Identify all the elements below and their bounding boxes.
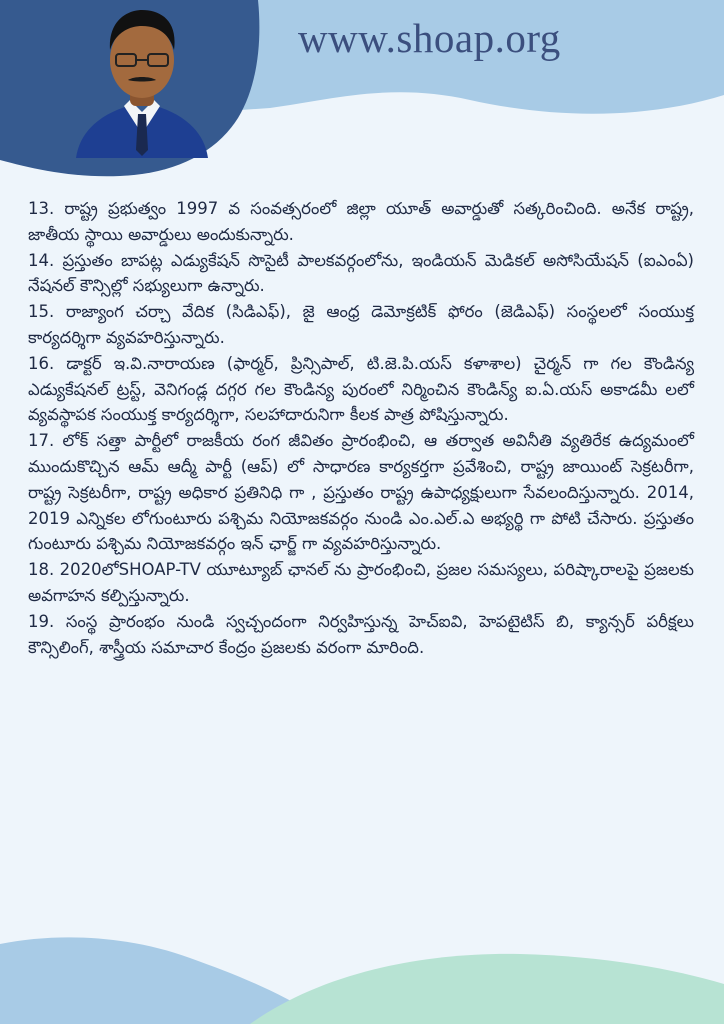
paragraph-14: 14. ప్రస్తుతం బాపట్ల ఎడ్యుకేషన్ సొసైటీ పాలకవర్గంలోను, ఇండియన్ మెడికల్ అసోసియేషన్ (ఐఎంఏ) నేషనల్ కౌన్సిల్లో సభ్యులుగా ఉన్నారు. bbox=[28, 250, 694, 296]
biography-content bbox=[28, 196, 694, 660]
person-portrait-icon bbox=[72, 2, 212, 158]
paragraph-13: 13. రాష్ట్ర ప్రభుత్వం 1997 వ సంవత్సరంలో జిల్లా యూత్ అవార్డుతో సత్కరించింది. అనేక రాష్ట్ర, జాతీయ స్థాయి అవార్డులు అందుకున్నారు. bbox=[28, 199, 694, 244]
site-url[interactable]: www.shoap.org bbox=[298, 15, 561, 61]
tie-shape bbox=[136, 114, 148, 156]
paragraph-16: 16. డాక్టర్ ఇ.వి.నారాయణ (ఫార్మర్, ప్రిన్సిపాల్, టి.జె.పి.యస్ కళాశాల) చైర్మన్ గా గల కౌండిన్య ఎడ్యుకేషనల్ ట్రస్ట్, వెనిగండ్ల దగ్గర గల కౌండిన్య పురంలో నిర్మించిన కౌండిన్య్ ఐ.ఏ.యస్ అకాడమీ లలో వ్యవస్థాపక సంయుక్త కార్యదర్శిగా, సలహాదారునిగా కీలక పాత్ర పోషిస్తున్నారు. bbox=[28, 353, 694, 425]
paragraph-18: 18. 2020లోSHOAP-TV యూట్యూబ్ ఛానల్ ను ప్రారంభించి, ప్రజల సమస్యలు, పరిష్కారాలపై ప్రజలకు అవగాహన కల్పిస్తున్నారు. bbox=[28, 560, 694, 605]
mint-bottom-wave bbox=[250, 954, 724, 1024]
bottom-wave-decoration bbox=[0, 914, 724, 1024]
paragraph-15: 15. రాజ్యాంగ చర్చా వేదిక (సిడిఎఫ్), జై ఆంధ్ర డెమోక్రటిక్ ఫోరం (జెడిఎఫ్) సంస్థలలో సంయుక్త కార్యదర్శిగా వ్యవహరిస్తున్నారు. bbox=[28, 302, 694, 347]
paragraph-17: 17. లోక్ సత్తా పార్టీలో రాజకీయ రంగ జీవితం ప్రారంభించి, ఆ తర్వాత అవినీతి వ్యతిరేక ఉద్యమంలో ముందుకొచ్చిన ఆమ్ ఆద్మీ పార్టీ (ఆప్) లో సాధారణ కార్యకర్తగా ప్రవేశించి, రాష్ట్ర జాయింట్ సెక్రటరీగా, రాష్ట్ర సెక్రటరీగా, రాష్ట్ర అధికార ప్రతినిధి గా , ప్రస్తుతం రాష్ట్ర ఉపాధ్యక్షులుగా సేవలందిస్తున్నారు. 2014, 2019 ఎన్నికల లోగుంటూరు పశ్చిమ నియోజకవర్గం నుండి ఎం.ఎల్.ఎ అభ్యర్థి గా పోటి చేసారు. ప్రస్తుతం గుంటూరు పశ్చిమ నియోజకవర్గం ఇన్ ఛార్జ్ గా వ్యవహరిస్తున్నారు. bbox=[28, 431, 694, 554]
paragraph-19: 19. సంస్థ ప్రారంభం నుండి స్వచ్చందంగా నిర్వహిస్తున్న హెచ్ఐవి, హెపటైటిస్ బి, క్యాన్సర్ పరీక్షలు కౌన్సిలింగ్, శాస్త్రీయ సమాచార కేంద్రం ప్రజలకు వరంగా మారింది. bbox=[28, 611, 694, 657]
